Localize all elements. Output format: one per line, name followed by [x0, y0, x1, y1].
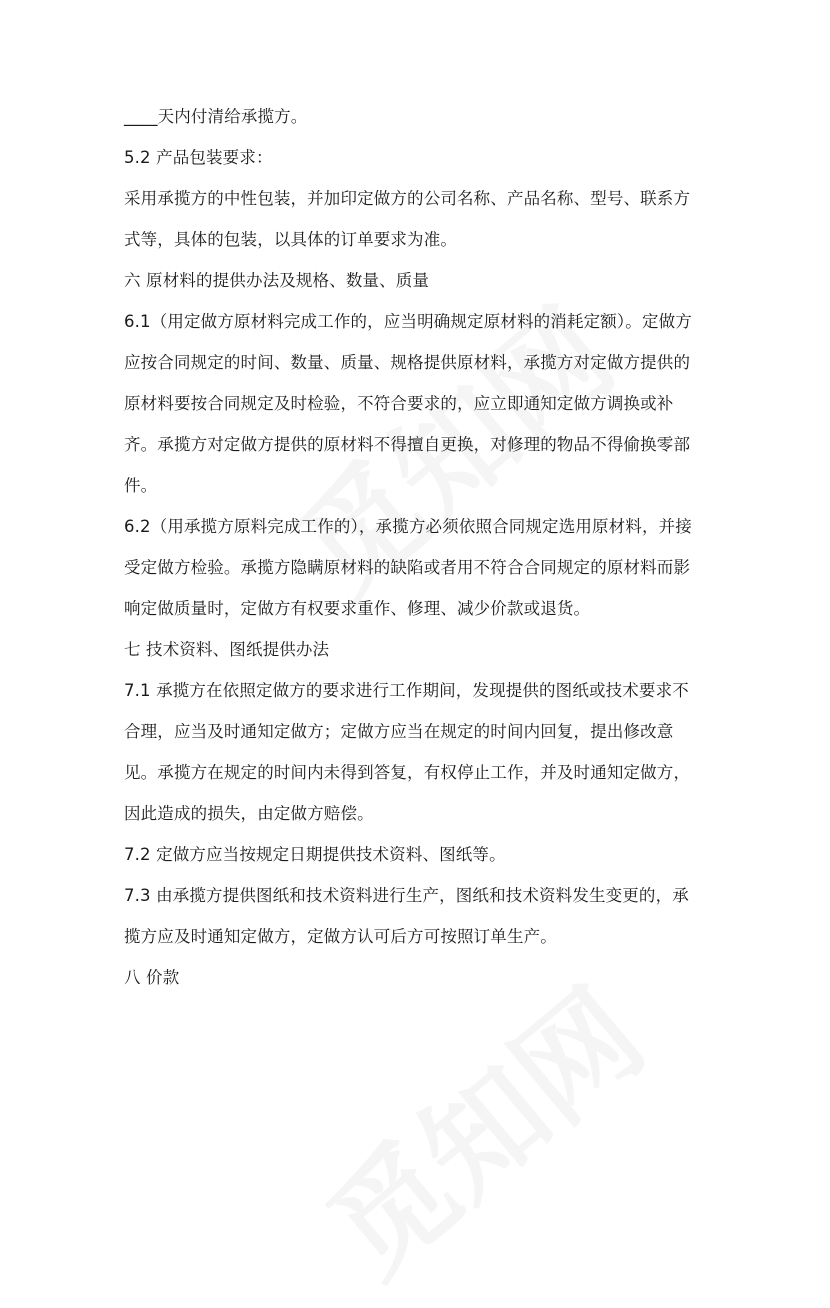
document-body	[124, 107, 706, 1009]
section-heading: 八 价款	[124, 968, 180, 987]
paragraph-7-2: 7.2 定做方应当按规定日期提供技术资料、图纸等。	[124, 845, 506, 864]
text-line: 响定做质量时，定做方有权要求重作、修理、减少价款或退货。	[124, 599, 591, 618]
paragraph-6-2	[124, 517, 706, 619]
section-heading: 5.2 产品包装要求：	[124, 148, 273, 167]
paragraph-6-1	[124, 312, 706, 496]
text-line: 件。	[124, 476, 158, 495]
text-line: 6.1（用定做方原材料完成工作的，应当明确规定原材料的消耗定额）。定做方	[124, 312, 692, 331]
text-line: 采用承揽方的中性包装，并加印定做方的公司名称、产品名称、型号、联系方	[124, 189, 691, 208]
paragraph-7-1	[124, 681, 706, 824]
text-line: 揽方应及时通知定做方，定做方认可后方可按照订单生产。	[124, 927, 557, 946]
text-line: 原材料要按合同规定及时检验，不符合要求的，应立即通知定做方调换或补	[124, 394, 674, 413]
text-line: 齐。承揽方对定做方提供的原材料不得擅自更换，对修理的物品不得偷换零部	[124, 435, 691, 454]
text-line: 式等，具体的包装，以具体的订单要求为准。	[124, 230, 457, 249]
paragraph-7-3	[124, 886, 706, 947]
section-heading: 七 技术资料、图纸提供办法	[124, 640, 330, 659]
text-line: 应按合同规定的时间、数量、质量、规格提供原材料，承揽方对定做方提供的	[124, 353, 691, 372]
text-line: 受定做方检验。承揽方隐瞒原材料的缺陷或者用不符合合同规定的原材料而影	[124, 558, 691, 577]
text-line: 因此造成的损失，由定做方赔偿。	[124, 804, 374, 823]
paragraph-packaging	[124, 189, 706, 250]
text-line: ____天内付清给承揽方。	[124, 107, 308, 126]
text-line: 6.2（用承揽方原料完成工作的），承揽方必须依照合同规定选用原材料，并接	[124, 517, 692, 536]
text-line: 7.1 承揽方在依照定做方的要求进行工作期间，发现提供的图纸或技术要求不	[124, 681, 689, 700]
text-line: 见。承揽方在规定的时间内未得到答复，有权停止工作，并及时通知定做方，	[124, 763, 691, 782]
text-line: 合理，应当及时通知定做方；定做方应当在规定的时间内回复，提出修改意	[124, 722, 674, 741]
section-heading: 六 原材料的提供办法及规格、数量、质量	[124, 271, 430, 290]
text-line: 7.3 由承揽方提供图纸和技术资料进行生产，图纸和技术资料发生变更的，承	[124, 886, 689, 905]
